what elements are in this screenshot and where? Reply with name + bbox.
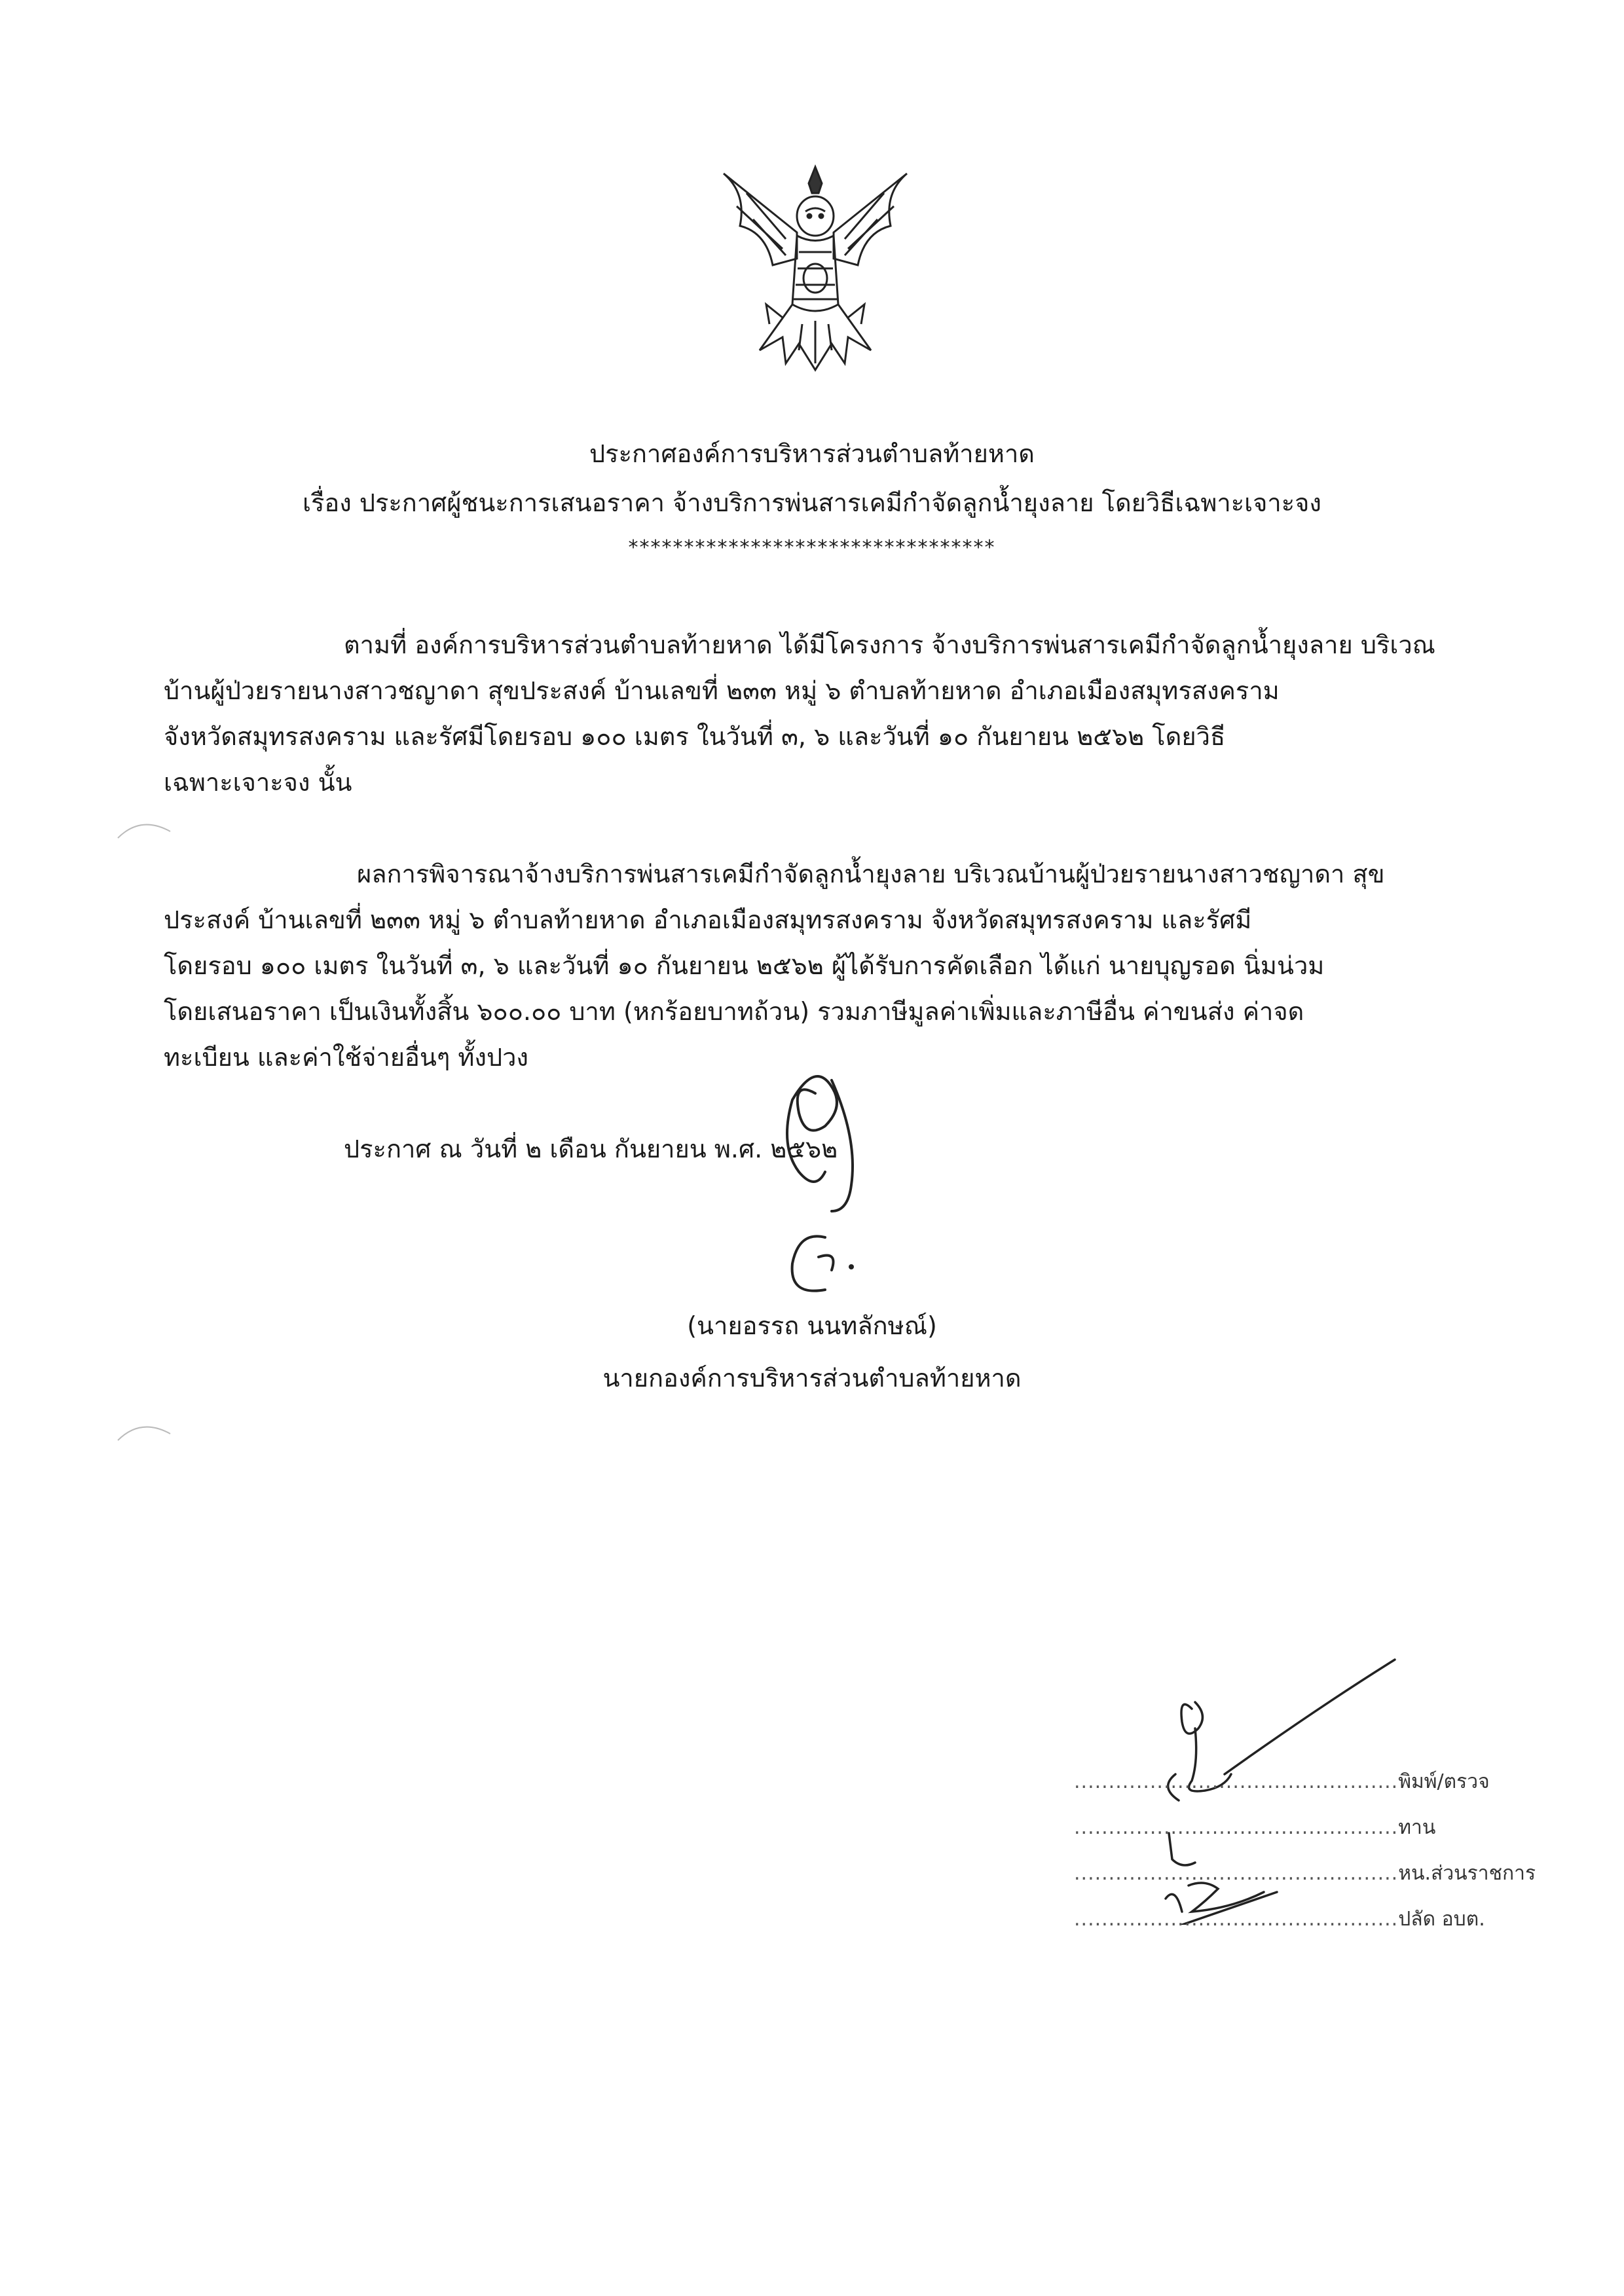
initials-dots: ............................................... <box>1074 1908 1399 1931</box>
initials-dots: ............................................... <box>1074 1816 1399 1839</box>
paragraph1-line: ตามที่ องค์การบริหารส่วนตำบลท้ายหาด ได้มีโครงการ จ้างบริการพ่นสารเคมีกำจัดลูกน้ำยุงลาย บริเวณ <box>344 630 1435 659</box>
initials-row <box>1074 1861 1536 1887</box>
paragraph2-line: ผลการพิจารณาจ้างบริการพ่นสารเคมีกำจัดลูกน้ำยุงลาย บริเวณบ้านผู้ป่วยรายนางสาวชญาดา สุข <box>357 860 1385 888</box>
punch-hole-mark-icon <box>115 815 174 841</box>
paragraph1-line: เฉพาะเจาะจง นั้น <box>164 768 352 797</box>
garuda-emblem-icon <box>720 154 910 376</box>
announcement-subject: เรื่อง ประกาศผู้ชนะการเสนอราคา จ้างบริการพ่นสารเคมีกำจัดลูกน้ำยุงลาย โดยวิธีเฉพาะเจาะจง <box>303 488 1321 517</box>
paragraph2-line: โดยรอบ ๑๐๐ เมตร ในวันที่ ๓, ๖ และวันที่ ๑๐ กันยายน ๒๕๖๒ ผู้ได้รับการคัดเลือก ได้แก่ นายบุญรอด นิ่มน่วม <box>164 951 1325 980</box>
initials-label: ทาน <box>1398 1816 1436 1839</box>
initials-label: หน.ส่วนราชการ <box>1398 1862 1536 1885</box>
initials-label: ปลัด อบต. <box>1398 1908 1485 1931</box>
initials-row <box>1074 1815 1480 1841</box>
paragraph1-line: บ้านผู้ป่วยรายนางสาวชญาดา สุขประสงค์ บ้านเลขที่ ๒๓๓ หมู่ ๖ ตำบลท้ายหาด อำเภอเมืองสมุทรสงคราม <box>164 676 1280 705</box>
initials-label: พิมพ์/ตรวจ <box>1398 1770 1490 1793</box>
announcement-date: ประกาศ ณ วันที่ ๒ เดือน กันยายน พ.ศ. ๒๕๖๒ <box>344 1135 838 1163</box>
announcement-org-title: ประกาศองค์การบริหารส่วนตำบลท้ายหาด <box>589 439 1035 468</box>
title-separator: ********************************* <box>628 536 996 559</box>
initials-row <box>1074 1906 1485 1933</box>
handwritten-signature-icon <box>753 1041 923 1316</box>
paragraph-project-details <box>164 622 1454 805</box>
paragraph2-line: ทะเบียน และค่าใช้จ่ายอื่นๆ ทั้งปวง <box>164 1043 528 1072</box>
initials-dots: ............................................... <box>1074 1770 1399 1793</box>
initials-dots: ............................................... <box>1074 1862 1399 1885</box>
initials-row <box>1074 1769 1490 1795</box>
signatory-position: นายกองค์การบริหารส่วนตำบลท้ายหาด <box>602 1364 1022 1393</box>
signatory-name: (นายอรรถ นนทลักษณ์) <box>687 1311 937 1340</box>
paragraph2-line: ประสงค์ บ้านเลขที่ ๒๓๓ หมู่ ๖ ตำบลท้ายหาด อำเภอเมืองสมุทรสงคราม จังหวัดสมุทรสงคราม และรัศมี <box>164 905 1252 934</box>
paragraph2-line: โดยเสนอราคา เป็นเงินทั้งสิ้น ๖๐๐.๐๐ บาท (หกร้อยบาทถ้วน) รวมภาษีมูลค่าเพิ่มและภาษีอื่น ค่าขนส่ง ค่าจด <box>164 997 1304 1026</box>
paragraph1-line: จังหวัดสมุทรสงคราม และรัศมีโดยรอบ ๑๐๐ เมตร ในวันที่ ๓, ๖ และวันที่ ๑๐ กันยายน ๒๕๖๒ โดยวิธี <box>164 722 1226 751</box>
punch-hole-mark-icon <box>115 1417 174 1444</box>
